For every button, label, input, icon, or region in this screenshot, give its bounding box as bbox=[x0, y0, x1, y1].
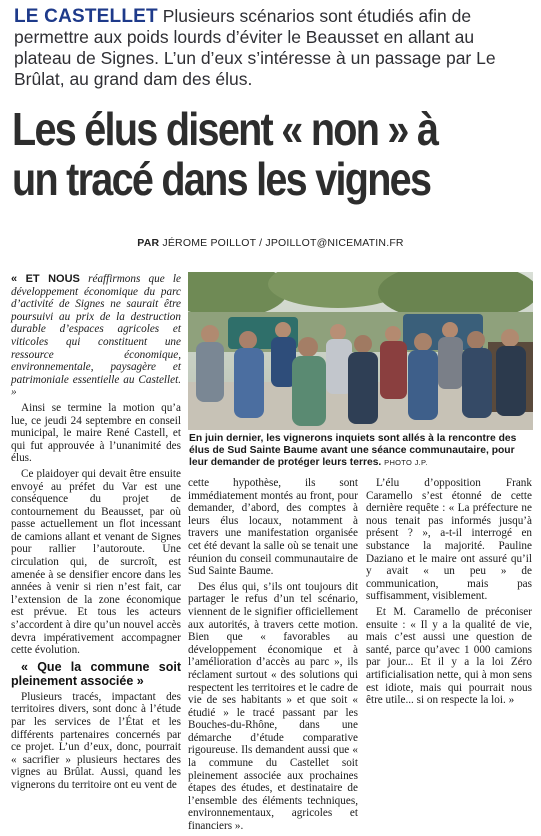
byline bbox=[0, 237, 541, 249]
byline-par: PAR bbox=[137, 237, 160, 249]
headline-line-2: un tracé dans les vignes bbox=[12, 153, 431, 205]
paragraph-5: cette hypothèse, ils sont immédiatement montés au front, pour demander, d’abord, des comptes à leurs élus locaux, notamment à travers une manifestation organisée cet été devant la salle où se tenait une réunion du conseil communautaire de Sud Sainte Baume. bbox=[188, 477, 358, 578]
byline-author: JÉROME POILLOT / JPOILLOT@NICEMATIN.FR bbox=[162, 237, 404, 249]
article-headline bbox=[12, 104, 537, 204]
paragraph-2: Ainsi se termine la motion qu’a lue, ce jeudi 24 septembre en conseil municipal, le maire René Castell, et qui fut approuvée à l’unanimité des élus. bbox=[11, 401, 181, 465]
photo-crowd-illustration bbox=[188, 272, 533, 430]
paragraph-1 bbox=[11, 273, 181, 399]
caption-text: En juin dernier, les vignerons inquiets sont allés à la rencontre des élus de Sud Sainte Baume avant une séance communautaire, pour leur demander de protéger leurs terres. bbox=[189, 433, 517, 469]
paragraph-7: L’élu d’opposition Frank Caramello s’est étonné de cette dernière requête : « La préfecture ne nous tenait pas informés jusqu’à présent ? », a-t-il interrogé en substance la majorité. Pauline Daziano et le maire ont assuré qu’il y avait « un peu » de communication, mais pas suffisamment, visiblement. bbox=[366, 477, 532, 603]
lead-in: « ET NOUS bbox=[11, 273, 80, 285]
paragraph-3: Ce plaidoyer qui devait être ensuite envoyé au préfet du Var est une conséquence du projet de contournement du Beausset, par où passe actuellement un flot incessant de camions allant et venant de Signes pour rallier l’autoroute. Une circulation qui, de surcroît, est amenée à se densifier encore dans les années à venir si rien n’est fait, car l’extension de la zone économique est prévue. Et tous les acteurs s’accordent à dire qu’un nouvel accès devra impérativement accompagner cette évolution. bbox=[11, 467, 181, 657]
kicker-text: Plusieurs scénarios sont étudiés afin de permettre aux poids lourds d’éviter le Beausset en allant au plateau de Signes. L’un d’eux s’intéresse à un passage par Le Brûlat, au grand dam des élus. bbox=[14, 6, 496, 89]
motion-quote: réaffirmons que le développement économique du parc d’activité de Signes ne saurait être poursuivi au prix de la destruction durable d’espaces agricoles et viticoles qui constituent une ressource économique, environnementale, paysagère et patrimoniale essentielle au Castellet. » bbox=[11, 273, 181, 399]
photo-caption bbox=[189, 433, 532, 470]
article-photo bbox=[188, 272, 533, 430]
paragraph-4: Plusieurs tracés, impactant des territoires divers, sont donc à l’étude par les services de l’État et les différents partenaires concernés par ce projet. L’un d’eux, donc, pourrait « sacrifier » plusieurs hectares des vignes au Brûlat. Aussi, quand les vignerons du territoire ont eu vent de bbox=[11, 690, 181, 791]
article-kicker bbox=[14, 6, 532, 90]
headline-line-1: Les élus disent « non » à bbox=[12, 103, 438, 155]
column-1 bbox=[11, 273, 181, 795]
paragraph-6: Des élus qui, s’ils ont toujours dit partager le refus d’un tel scénario, viennent de le signifier officiellement aux autorités, à travers cette motion. Bien que « favorables au développement économique et à l’amélioration d’accès au parc », ils réclament surtout « des solutions qui respectent les territoires et le cadre de vie de ses habitants » et que soit « étudié » le tracé passant par les Bouches-du-Rhône, dans une démarche d’étude comparative rigoureuse. Ils demandent aussi que « la commune du Castellet soit pleinement associée aux prochaines étapes des études, et destinataire de l’ensemble des éléments techniques, environnementaux, agricoles et financiers ». bbox=[188, 580, 358, 833]
paragraph-8: Et M. Caramello de préconiser ensuite : « Il y a la qualité de vie, mais c’est aussi une question de santé, parce qu’avec 1 000 camions par jour... Et il y a la loi Zéro artificialisation nette, qui à mon sens est idiote, mais qui pourrait nous être utile... si on respecte la loi. » bbox=[366, 605, 532, 707]
location-label: LE CASTELLET bbox=[14, 6, 158, 27]
photo-credit: PHOTO J.P. bbox=[384, 458, 428, 468]
column-2 bbox=[188, 477, 358, 836]
subheading: « Que la commune soit pleinement associée » bbox=[11, 659, 181, 688]
column-3 bbox=[366, 477, 532, 710]
